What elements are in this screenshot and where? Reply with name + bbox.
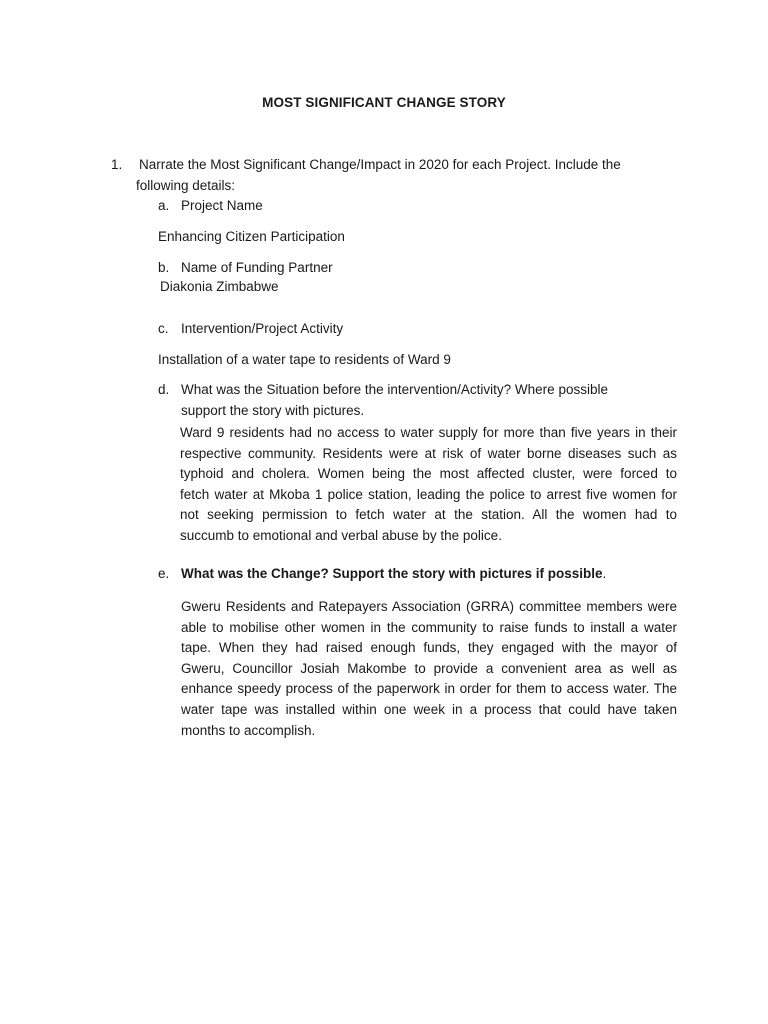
- item-b-label: Name of Funding Partner: [181, 260, 333, 275]
- item-e-answer-line: water tape was installed within one week in a process that could have taken: [181, 701, 677, 717]
- item-e-answer-line: months to accomplish.: [181, 722, 316, 738]
- item-e-label-suffix: .: [602, 566, 607, 581]
- question-number: 1.: [111, 157, 123, 172]
- item-d-answer: [180, 423, 677, 547]
- item-d-answer-line: succumb to emotional and verbal abuse by the police.: [180, 527, 502, 543]
- item-e-answer-line: able to mobilise other women in the community to raise funds to install a water: [181, 619, 677, 635]
- item-d-label-line1: What was the Situation before the intervention/Activity? Where possible: [181, 382, 608, 397]
- document-title: MOST SIGNIFICANT CHANGE STORY: [262, 95, 506, 110]
- item-e-answer-line: enhance speedy process of the paperwork in order for them to access water. The: [181, 681, 677, 697]
- item-c-label: Intervention/Project Activity: [181, 321, 344, 336]
- item-d-answer-line: respective community. Residents were at risk of water borne diseases such as: [180, 445, 677, 461]
- item-d-label-line2: support the story with pictures.: [181, 403, 365, 418]
- item-e-answer-line: tape. When they had raised enough funds, they engaged with the mayor of: [181, 640, 677, 656]
- item-d-answer-line: fetch water at Mkoba 1 police station, leading the police to arrest five women for: [180, 486, 677, 502]
- item-d-answer-line: Ward 9 residents had no access to water supply for more than five years in their: [180, 425, 677, 440]
- item-b-marker: b.: [158, 260, 170, 275]
- item-d-answer-line: not seeking permission to fetch water at the station. All the women had to: [180, 507, 677, 523]
- item-b-answer: Diakonia Zimbabwe: [160, 279, 279, 294]
- item-e-label-wrap: [181, 566, 606, 581]
- item-c-marker: c.: [158, 321, 169, 336]
- item-a-answer: Enhancing Citizen Participation: [158, 229, 345, 244]
- item-d-answer-line: typhoid and cholera. Women being the most affected cluster, were forced to: [180, 466, 677, 482]
- item-d-marker: d.: [158, 382, 170, 397]
- item-a-marker: a.: [158, 198, 170, 213]
- item-e-answer-line: Gweru, Councillor Josiah Makombe to provide a convenient area as well as: [181, 660, 677, 676]
- question-text-line2: following details:: [136, 178, 236, 193]
- item-c-answer: Installation of a water tape to residents of Ward 9: [158, 352, 451, 367]
- item-a-label: Project Name: [181, 198, 263, 213]
- item-e-answer-line: Gweru Residents and Ratepayers Association (GRRA) committee members were: [181, 599, 677, 614]
- item-e-label: What was the Change? Support the story with pictures if possible: [181, 566, 603, 581]
- question-text-line1: Narrate the Most Significant Change/Impact in 2020 for each Project. Include the: [139, 157, 621, 172]
- item-e-marker: e.: [158, 566, 170, 581]
- item-e-answer: [181, 597, 677, 741]
